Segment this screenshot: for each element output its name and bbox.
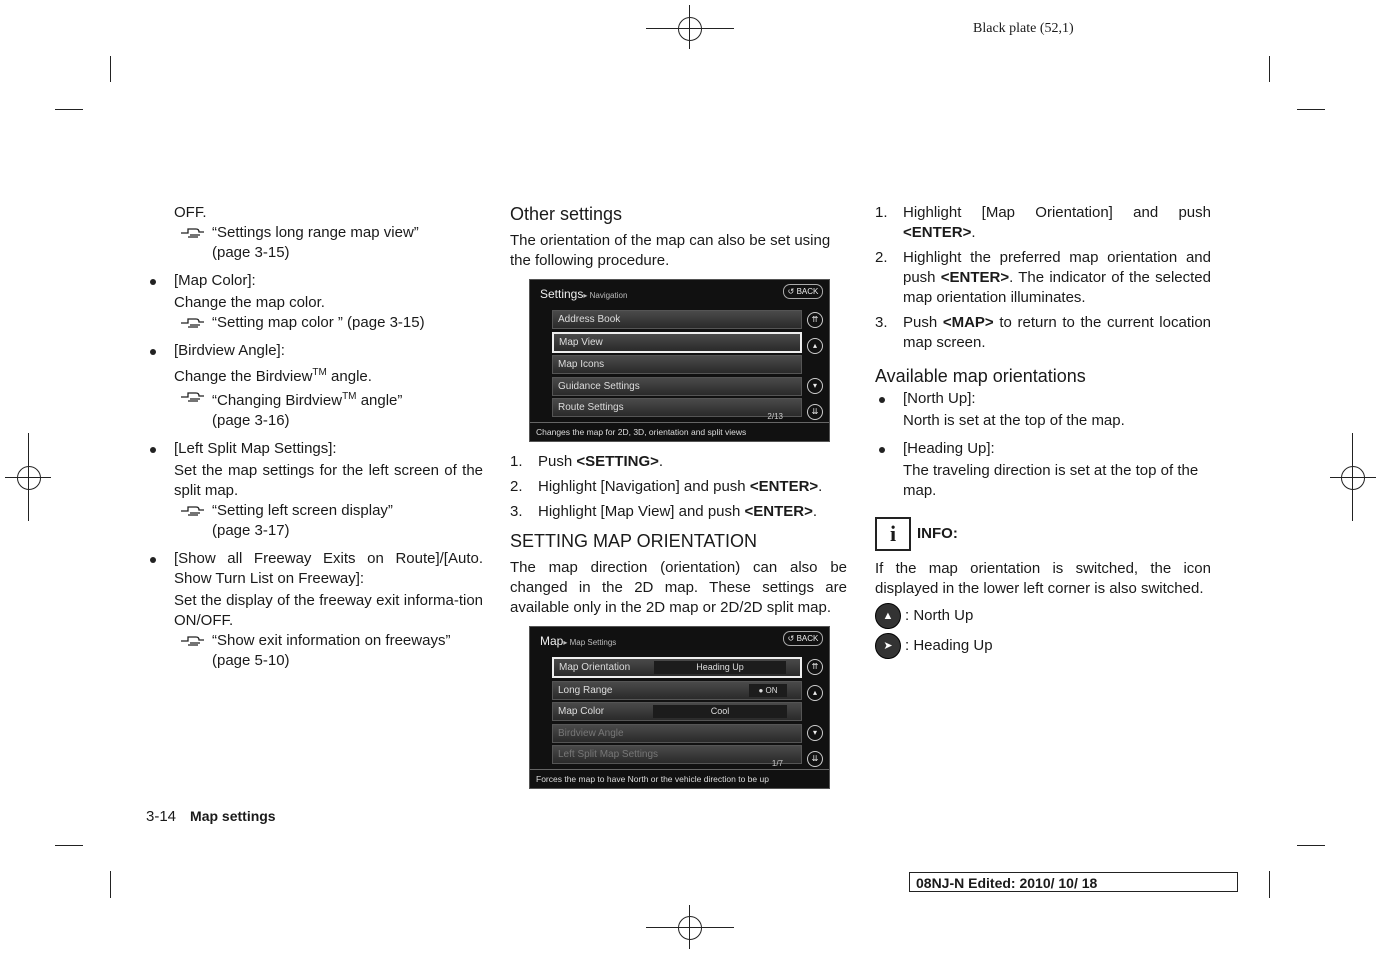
down-icon: ▾ bbox=[807, 378, 823, 394]
heading-up-icon: ➤ bbox=[875, 633, 901, 659]
scroll-controls bbox=[807, 312, 823, 430]
column-middle bbox=[510, 203, 847, 799]
screen-menu bbox=[552, 310, 802, 420]
list-item: Map Icons bbox=[552, 355, 802, 374]
screen-menu bbox=[552, 657, 802, 767]
list-item: [Left Split Map Settings]: Set the map settings for the left screen of the split map. “Setting left screen display” (page 3-17) bbox=[146, 439, 483, 541]
double-down-icon: ⇊ bbox=[807, 751, 823, 767]
list-item: 1. Highlight [Map Orientation] and push <ENTER>. bbox=[875, 204, 1211, 241]
settings-screen-image: Settings▸ Navigation ↺ BACK Address Book Map View Map Icons Guidance Settings Route Settings ⇈ ▴ ▾ ⇊ 2/13 Changes the map for 2D, 3D, orientation and split views bbox=[529, 279, 830, 442]
list-item: Route Settings bbox=[552, 398, 802, 417]
section-heading-orientation: SETTING MAP ORIENTATION bbox=[510, 531, 758, 551]
list-item: Map View bbox=[552, 332, 802, 353]
list-item: 1. Push <SETTING>. bbox=[510, 453, 664, 470]
pointing-hand-icon bbox=[180, 634, 206, 648]
pointing-hand-icon bbox=[180, 316, 206, 330]
pointing-hand-icon bbox=[180, 504, 206, 518]
legend-north-up: ▲ : North Up bbox=[875, 603, 1211, 629]
double-up-icon: ⇈ bbox=[807, 312, 823, 328]
page-footer bbox=[146, 808, 276, 825]
back-icon: ↺ BACK bbox=[783, 284, 823, 299]
list-item: [Map Color]: Change the map color. “Setting map color ” (page 3-15) bbox=[146, 271, 483, 333]
intro-text: OFF. bbox=[174, 204, 207, 221]
column-left bbox=[146, 203, 483, 671]
section-name: Map settings bbox=[190, 808, 276, 824]
list-item: 3. Highlight [Map View] and push <ENTER>. bbox=[510, 503, 818, 520]
map-settings-screen-image: Map▸ Map Settings ↺ BACK Map Orientation Heading Up Long Range ● ON Map Color Cool Birdview Angle Left Split Map Settings ⇈ ▴ ▾ ⇊ 1/7 Forces the map to have North or the vehicle direction to be up bbox=[529, 626, 830, 789]
plate-label: Black plate (52,1) bbox=[973, 21, 1074, 36]
cross-reference: “Changing Birdview™ angle” (page 3-16) bbox=[146, 387, 483, 431]
edited-stamp: 08NJ-N Edited: 2010/ 10/ 18 bbox=[909, 872, 1238, 892]
north-up-icon: ▲ bbox=[875, 603, 901, 629]
list-item: Map Orientation Heading Up bbox=[552, 657, 802, 678]
info-paragraph: If the map orientation is switched, the icon displayed in the lower left corner is also switched. bbox=[875, 560, 1211, 597]
list-item: Long Range ● ON bbox=[552, 681, 802, 700]
steps-list bbox=[875, 203, 1211, 353]
up-icon: ▴ bbox=[807, 685, 823, 701]
cross-reference: “Show exit information on freeways” (page 5-10) bbox=[146, 631, 483, 671]
list-item: Guidance Settings bbox=[552, 377, 802, 396]
double-down-icon: ⇊ bbox=[807, 404, 823, 420]
list-item: Address Book bbox=[552, 310, 802, 329]
list-item: 2. Highlight the preferred map orientation and push <ENTER>. The indicator of the selected map orientation illuminates. bbox=[875, 249, 1211, 306]
cross-reference: “Setting left screen display” (page 3-17) bbox=[146, 501, 483, 541]
back-icon: ↺ BACK bbox=[783, 631, 823, 646]
list-item: 3. Push <MAP> to return to the current location map screen. bbox=[875, 314, 1212, 351]
section-heading-other: Other settings bbox=[510, 204, 623, 224]
down-icon: ▾ bbox=[807, 725, 823, 741]
pointing-hand-icon bbox=[180, 226, 206, 240]
orientation-paragraph: The map direction (orientation) can also be changed in the 2D map. These settings are available only in the 2D map or 2D/2D split map. bbox=[510, 559, 847, 616]
up-icon: ▴ bbox=[807, 338, 823, 354]
list-item: [Heading Up]: The traveling direction is set at the top of the map. bbox=[875, 439, 1211, 501]
page-number: 3-14 bbox=[146, 808, 177, 825]
info-header: i INFO: bbox=[875, 517, 1211, 551]
other-paragraph: The orientation of the map can also be set using the following procedure. bbox=[510, 232, 831, 269]
cross-reference: “Settings long range map view” (page 3-15) bbox=[146, 223, 483, 263]
pointing-hand-icon bbox=[180, 390, 206, 404]
legend-heading-up: ➤ : Heading Up bbox=[875, 633, 1211, 659]
list-item: [North Up]: North is set at the top of the map. bbox=[875, 389, 1211, 431]
list-item: Left Split Map Settings bbox=[552, 745, 802, 764]
column-right bbox=[875, 203, 1211, 659]
cross-reference: “Setting map color ” (page 3-15) bbox=[146, 313, 483, 333]
list-item: 2. Highlight [Navigation] and push <ENTER>. bbox=[510, 478, 823, 495]
section-heading-available: Available map orientations bbox=[875, 366, 1086, 386]
list-item: Birdview Angle bbox=[552, 724, 802, 743]
steps-list bbox=[510, 452, 847, 522]
list-item: [Show all Freeway Exits on Route]/[Auto. Show Turn List on Freeway]: Set the display of the freeway exit informa-tion ON/OFF. “Show exit information on freeways” (page 5-10) bbox=[146, 549, 483, 671]
list-item: [Birdview Angle]: Change the Birdview™ angle. “Changing Birdview™ angle” (page 3-16) bbox=[146, 341, 483, 431]
list-item: Map Color Cool bbox=[552, 702, 802, 721]
info-icon: i bbox=[875, 517, 911, 551]
scroll-controls bbox=[807, 659, 823, 777]
double-up-icon: ⇈ bbox=[807, 659, 823, 675]
